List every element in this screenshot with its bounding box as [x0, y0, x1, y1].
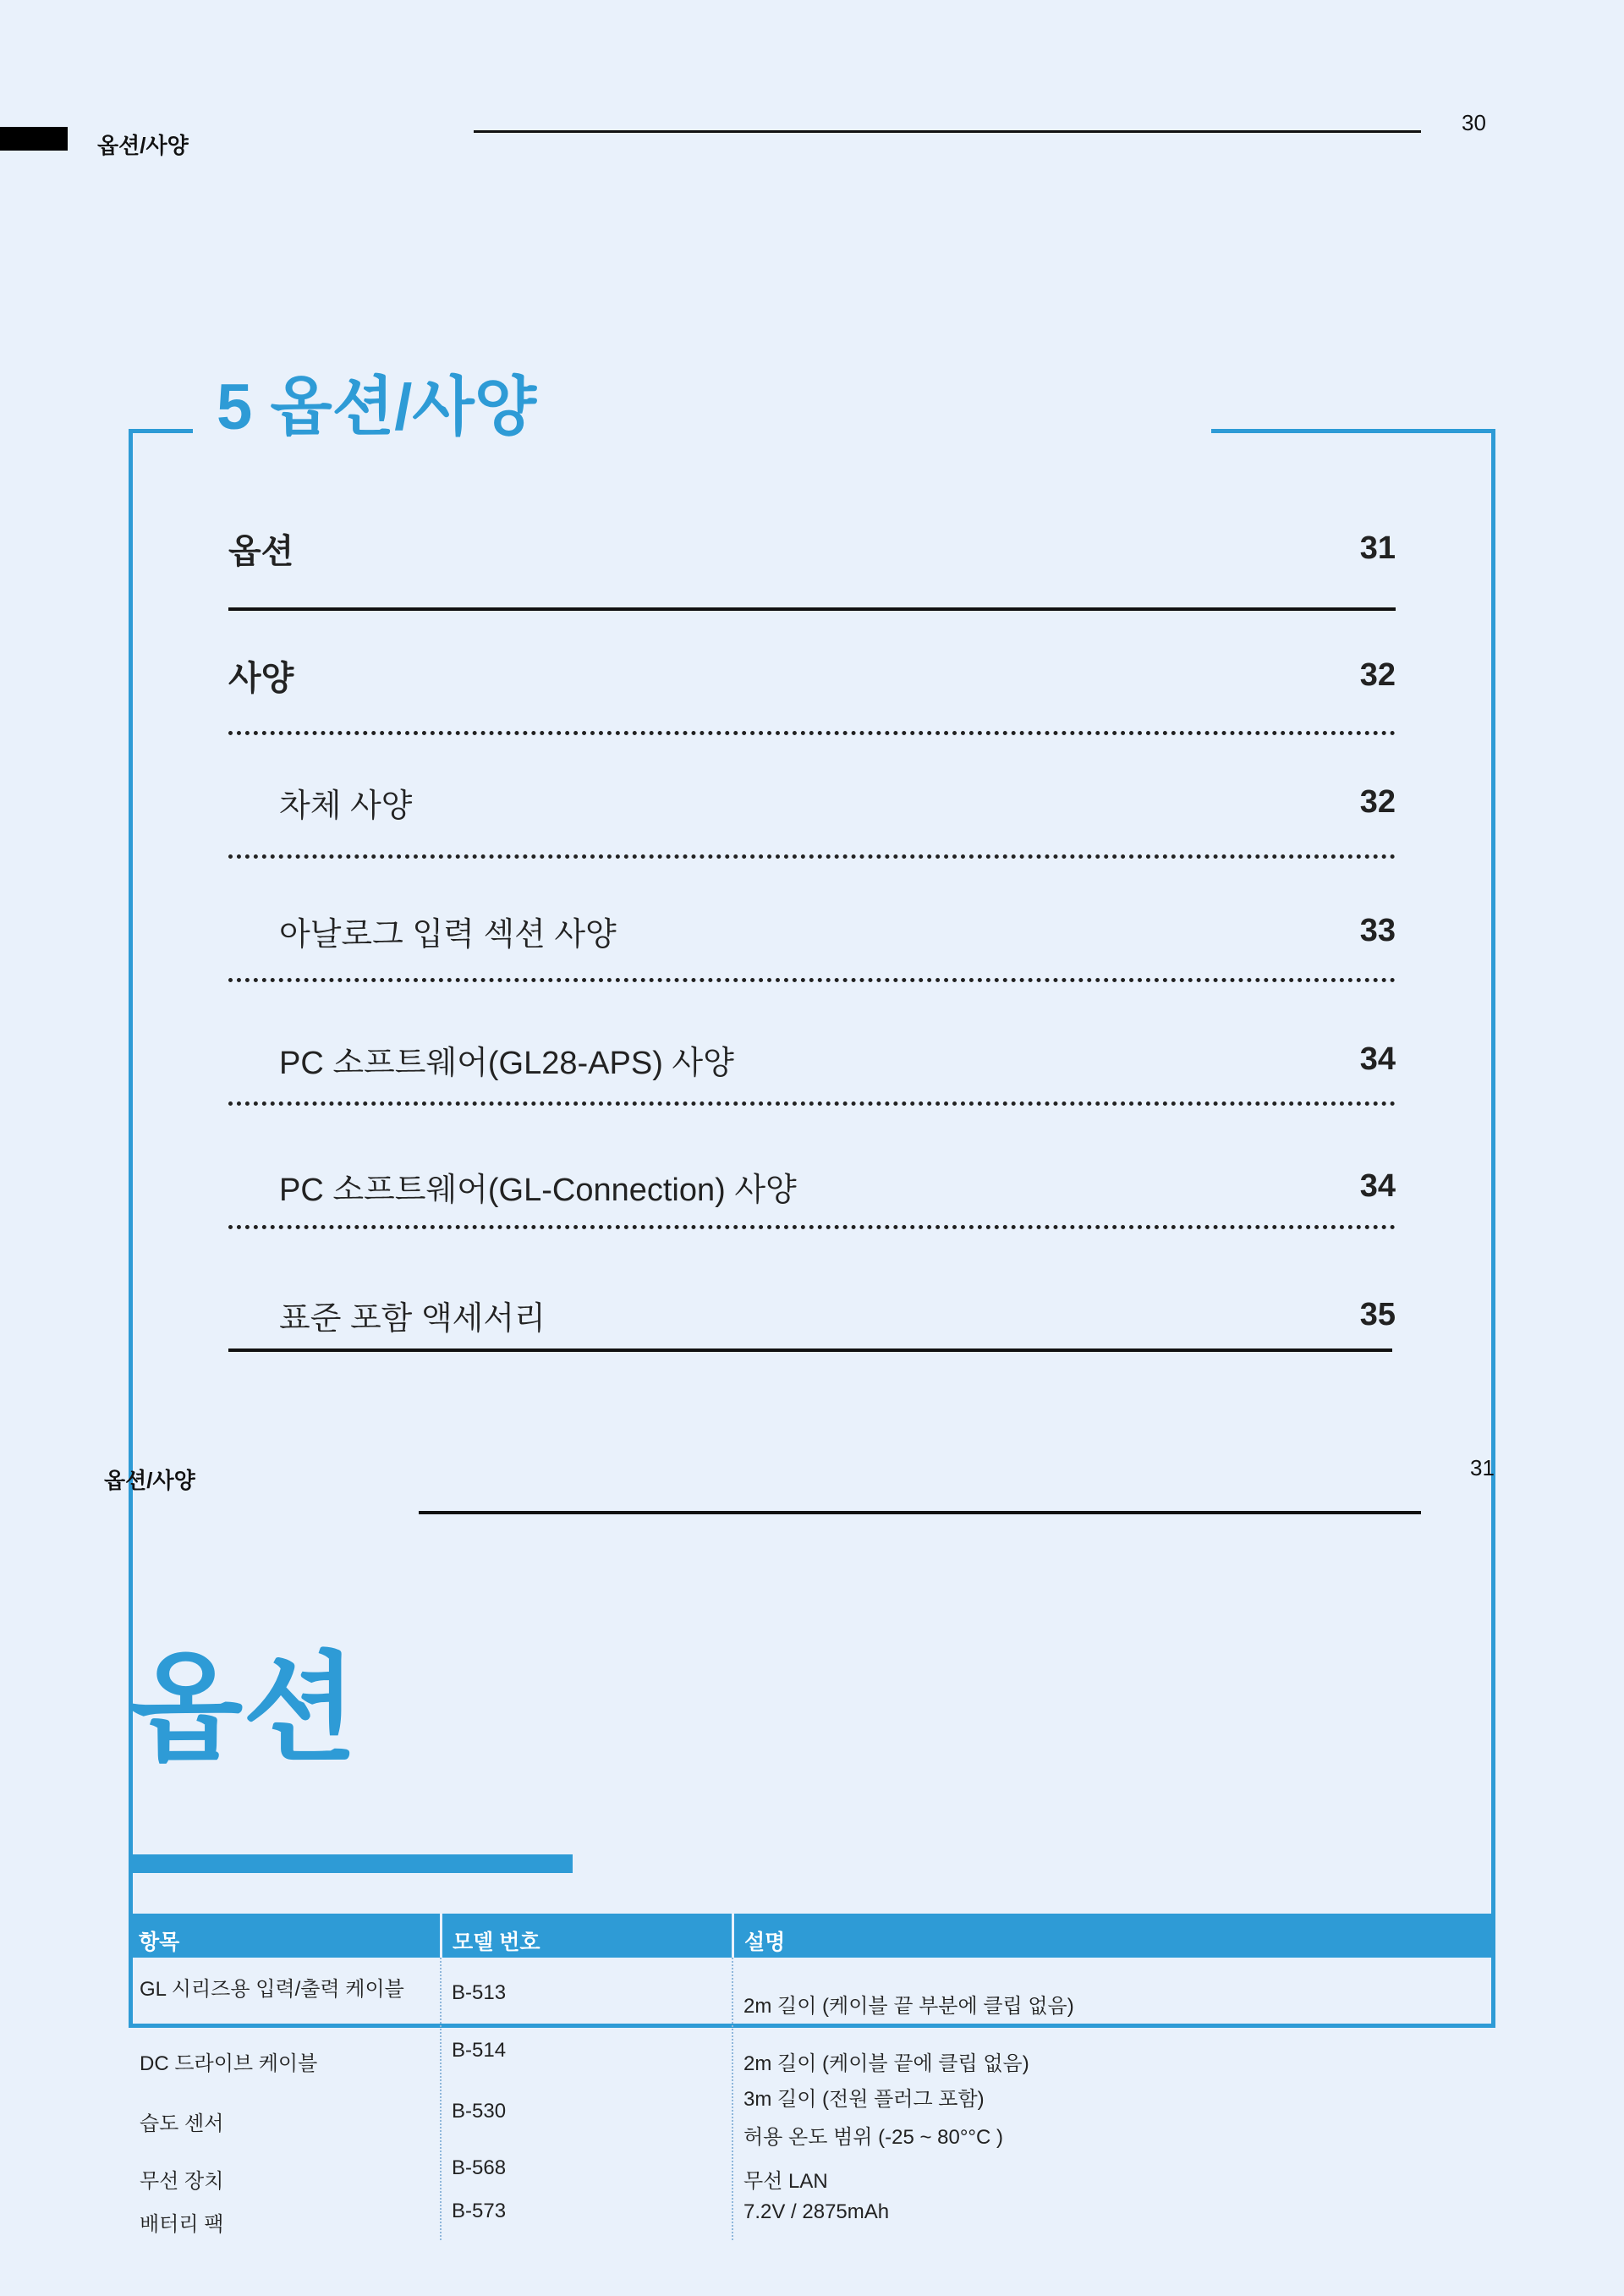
toc-page: 34: [1359, 1041, 1396, 1077]
toc-entry-specs[interactable]: [228, 641, 1396, 709]
toc-page: 32: [1359, 783, 1396, 820]
toc-solid-rule: [228, 607, 1396, 611]
table-header: [129, 1914, 1495, 1958]
cell-item: 무선 장치: [140, 2170, 224, 2193]
toc-dotted-rule: [228, 731, 1396, 735]
cell-item: GL 시리즈용 입력/출력 케이블: [140, 1978, 404, 2001]
toc-label: PC 소프트웨어(GL-Connection) 사양: [279, 1172, 797, 1208]
cell-model: B-514: [452, 2039, 507, 2062]
toc-page: 31: [1359, 530, 1396, 566]
toc-dotted-rule: [228, 978, 1396, 982]
header-desc: 설명: [732, 1914, 1495, 1958]
frame-top-right: [1211, 429, 1495, 433]
toc-label: 옵션: [228, 532, 294, 570]
column-divider: [732, 1958, 733, 2240]
toc-entry-options[interactable]: [228, 514, 1396, 582]
cell-desc: 3m 길이 (전원 플러그 포함): [743, 2088, 985, 2111]
toc-label: 사양: [228, 659, 294, 697]
running-head: 옵션/사양: [104, 1468, 195, 1493]
toc-entry-analog-specs[interactable]: [228, 897, 1396, 964]
cell-item: 습도 센서: [140, 2112, 224, 2135]
cell-desc: 허용 온도 범위 (-25 ~ 80°°C ): [743, 2126, 1004, 2149]
header-marker: [0, 127, 68, 151]
toc-page: 35: [1359, 1296, 1396, 1332]
toc-entry-pc-connection[interactable]: [228, 1152, 1396, 1220]
toc-label: 차체 사양: [279, 788, 413, 824]
running-head: 옵션/사양: [97, 133, 189, 158]
toc-page: 32: [1359, 656, 1396, 693]
page-number: 30: [1462, 110, 1486, 135]
cell-desc: 무선 LAN: [743, 2170, 828, 2193]
cell-model: B-530: [452, 2100, 507, 2123]
cell-desc: 7.2V / 2875mAh: [743, 2200, 890, 2223]
toc-entry-accessories[interactable]: [228, 1281, 1396, 1348]
toc-dotted-rule: [228, 1225, 1396, 1229]
header-rule: [419, 1511, 1421, 1514]
column-divider: [440, 1958, 442, 2240]
cell-model: B-568: [452, 2156, 507, 2179]
page-number: 31: [1470, 1455, 1495, 1480]
cell-model: B-573: [452, 2200, 507, 2222]
toc-page: 33: [1359, 912, 1396, 948]
toc-entry-body-specs[interactable]: [228, 768, 1396, 836]
header-item: 항목: [139, 1931, 180, 1954]
toc-solid-rule: [228, 1348, 1392, 1352]
frame-top-left: [129, 429, 193, 433]
toc-page: 34: [1359, 1167, 1396, 1204]
cell-item: DC 드라이브 케이블: [140, 2052, 318, 2075]
toc-label: 표준 포함 액세서리: [279, 1300, 546, 1337]
section-title: 5 옵션/사양: [217, 371, 537, 443]
page-title: 옵션: [129, 1642, 358, 1775]
title-accent-bar: [129, 1854, 573, 1873]
header-rule: [474, 130, 1421, 133]
toc-entry-pc-aps[interactable]: [228, 1025, 1396, 1093]
toc-dotted-rule: [228, 854, 1396, 859]
toc-label: 아날로그 입력 섹션 사양: [279, 916, 617, 953]
cell-item: 배터리 팩: [140, 2213, 224, 2236]
toc-dotted-rule: [228, 1101, 1396, 1106]
cell-desc: 2m 길이 (케이블 끝 부분에 클립 없음): [743, 1995, 1074, 2018]
toc-label: PC 소프트웨어(GL28-APS) 사양: [279, 1045, 734, 1081]
header-model: 모델 번호: [440, 1914, 732, 1958]
cell-desc: 2m 길이 (케이블 끝에 클립 없음): [743, 2052, 1029, 2075]
cell-model: B-513: [452, 1981, 507, 2004]
